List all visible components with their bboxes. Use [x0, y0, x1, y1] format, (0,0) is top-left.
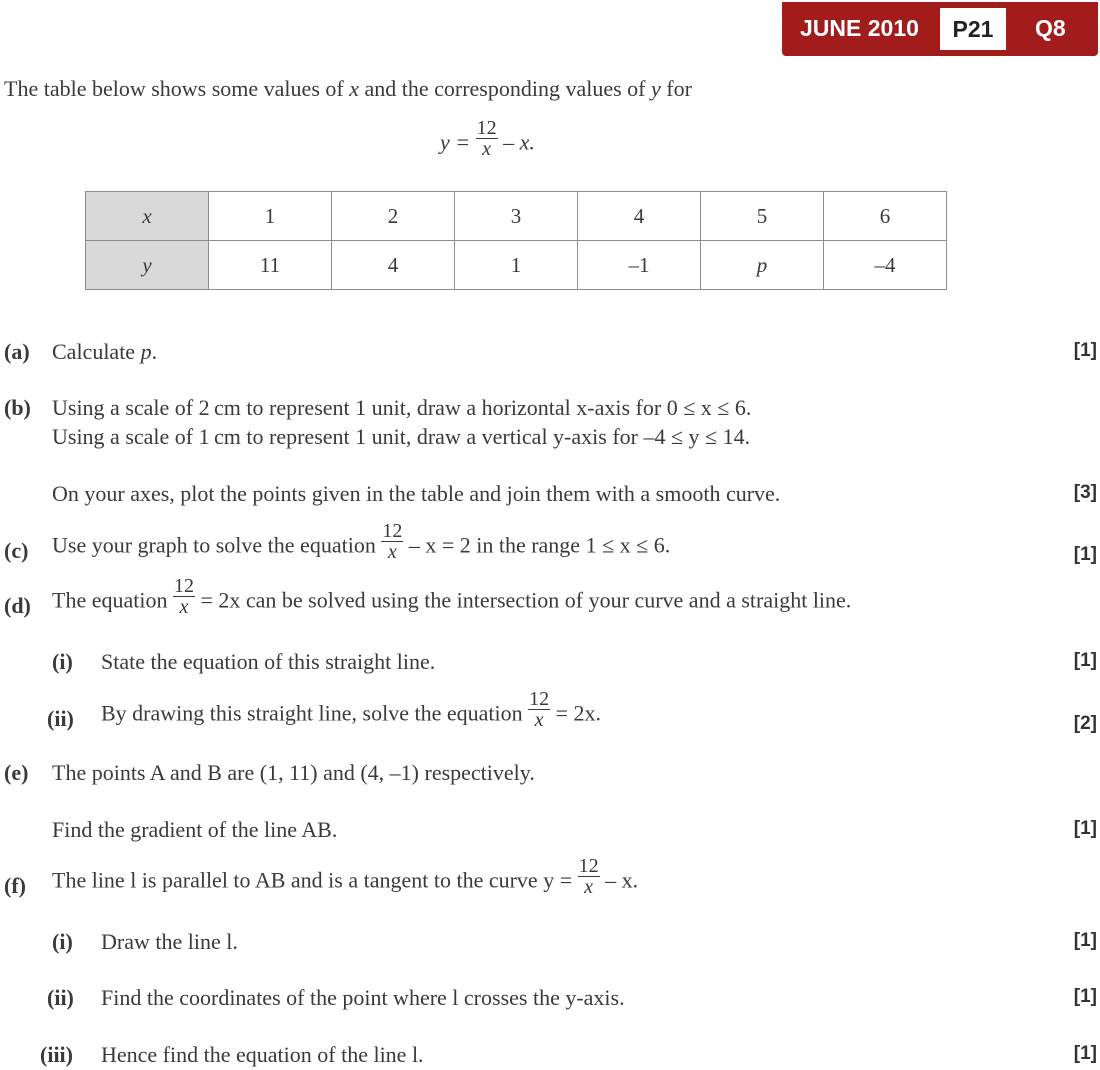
part-f-iii-mark: [1] — [1073, 1043, 1097, 1064]
intro-text: The table below shows some values of x and the corresponding values of y for — [4, 76, 692, 101]
table-cell: 4 — [332, 241, 455, 290]
part-f-ii-text: Find the coordinates of the point where l crosses the y-axis. — [101, 985, 625, 1010]
part-d-ii-text: By drawing this straight line, solve the equation $\frac{12}{x}$ = 2x. — [101, 688, 602, 731]
part-d-i-text: State the equation of this straight line. — [101, 649, 436, 674]
exam-reference-badge — [782, 2, 1098, 56]
part-e-label: (e) — [4, 760, 29, 785]
part-f-text: The line l is parallel to AB and is a tangent to the curve y = $\frac{12}{x}$ – x. — [52, 855, 639, 898]
part-f-i-text: Draw the line l. — [101, 929, 238, 954]
table-cell: 3 — [455, 192, 578, 241]
part-f-i-mark: [1] — [1073, 930, 1097, 951]
part-f-iii-label: (iii) — [40, 1042, 73, 1067]
part-d-i-label: (i) — [52, 649, 73, 674]
table-cell: –1 — [578, 241, 701, 290]
table-cell: 1 — [209, 192, 332, 241]
part-c-label: (c) — [4, 538, 29, 563]
fraction: $\frac{12}{x}$ — [382, 520, 403, 563]
values-table — [85, 191, 947, 290]
table-cell: 5 — [701, 192, 824, 241]
part-a-label: (a) — [4, 339, 30, 364]
part-b-mark: [3] — [1073, 482, 1097, 503]
part-b-line1: Using a scale of 2 cm to represent 1 unit, draw a horizontal x-axis for 0 ≤ x ≤ 6. — [52, 395, 752, 420]
table-row-y — [86, 241, 947, 290]
row-header: y — [86, 241, 209, 290]
question-number: Q8 — [1035, 15, 1066, 41]
part-d-ii-label: (ii) — [47, 706, 74, 731]
part-d-i-mark: [1] — [1073, 650, 1097, 671]
table-cell: 1 — [455, 241, 578, 290]
part-b-line3: On your axes, plot the points given in the table and join them with a smooth curve. — [52, 481, 781, 506]
part-c-mark: [1] — [1073, 544, 1097, 565]
fraction: $\frac{12}{x}$ — [173, 575, 194, 618]
table-cell: 4 — [578, 192, 701, 241]
part-d-text: The equation $\frac{12}{x}$ = 2x can be solved using the intersection of your curve and a straight line. — [52, 575, 852, 618]
table-cell: –4 — [824, 241, 947, 290]
part-e-mark: [1] — [1073, 818, 1097, 839]
table-cell: 11 — [209, 241, 332, 290]
part-b-label: (b) — [4, 395, 31, 420]
table-cell: p — [701, 241, 824, 290]
paper-number: P21 — [940, 8, 1006, 50]
part-f-ii-label: (ii) — [47, 985, 74, 1010]
part-e-line2: Find the gradient of the line AB. — [52, 817, 338, 842]
intro-equation: y = $\frac{12}{x}$ – x. — [440, 117, 535, 160]
table-row-x — [86, 192, 947, 241]
part-f-iii-text: Hence find the equation of the line l. — [101, 1042, 424, 1067]
fraction: $\frac{12}{x}$ — [578, 855, 599, 898]
part-a-mark: [1] — [1073, 340, 1097, 361]
table-cell: 6 — [824, 192, 947, 241]
fraction: $\frac{12}{x}$ — [529, 688, 550, 731]
part-f-i-label: (i) — [52, 929, 73, 954]
part-d-label: (d) — [4, 593, 31, 618]
row-header: x — [86, 192, 209, 241]
exam-date: JUNE 2010 — [800, 15, 919, 41]
part-b-line2: Using a scale of 1 cm to represent 1 unit, draw a vertical y-axis for –4 ≤ y ≤ 14. — [52, 424, 751, 449]
part-f-label: (f) — [4, 873, 26, 898]
table-cell: 2 — [332, 192, 455, 241]
part-a-text: Calculate p. — [52, 339, 158, 364]
fraction: $\frac{12}{x}$ — [476, 117, 497, 160]
part-f-ii-mark: [1] — [1073, 986, 1097, 1007]
part-d-ii-mark: [2] — [1073, 713, 1097, 734]
part-c-text: Use your graph to solve the equation $\frac{12}{x}$ – x = 2 in the range 1 ≤ x ≤ 6. — [52, 520, 671, 563]
part-e-line1: The points A and B are (1, 11) and (4, –1) respectively. — [52, 760, 535, 785]
